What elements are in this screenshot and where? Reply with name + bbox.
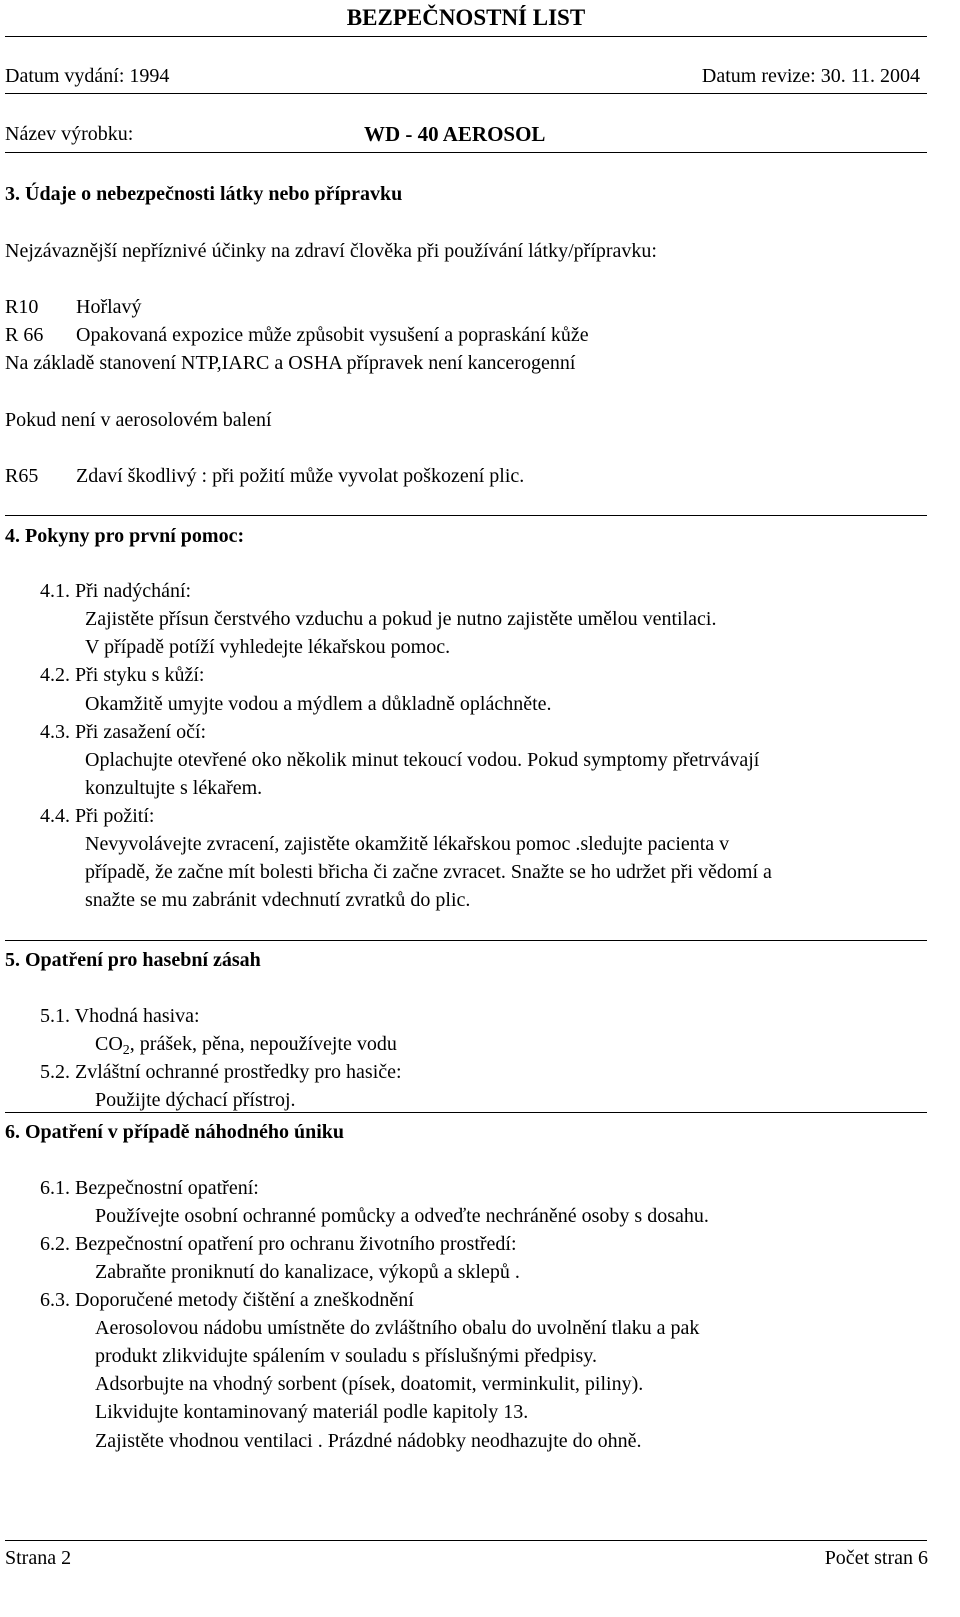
page-number: Strana 2 bbox=[5, 1547, 72, 1569]
s63-line-3: Adsorbujte na vhodný sorbent (písek, doatomit, verminkulit, piliny). bbox=[95, 1373, 644, 1395]
s41-line-2: V případě potíží vyhledejte lékařskou pomoc. bbox=[85, 636, 451, 658]
divider bbox=[5, 36, 927, 37]
s51-title: 5.1. Vhodná hasiva: bbox=[40, 1005, 200, 1027]
divider bbox=[5, 940, 927, 941]
r10-text: Hořlavý bbox=[76, 296, 142, 318]
r66-code: R 66 bbox=[5, 324, 44, 346]
s43-line-1: Oplachujte otevřené oko několik minut tekoucí vodou. Pokud symptomy přetrvávají bbox=[85, 749, 760, 771]
s42-title: 4.2. Při styku s kůží: bbox=[40, 664, 205, 686]
divider bbox=[5, 515, 927, 516]
product-name: WD - 40 AEROSOL bbox=[364, 122, 546, 146]
r10-code: R10 bbox=[5, 296, 39, 318]
page-count: Počet stran 6 bbox=[824, 1547, 928, 1569]
s52-line-1: Použijte dýchací přístroj. bbox=[95, 1089, 296, 1111]
s52-title: 5.2. Zvláštní ochranné prostředky pro hasiče: bbox=[40, 1061, 402, 1083]
r66-text: Opakovaná expozice může způsobit vysušení a popraskání kůže bbox=[76, 324, 589, 346]
s61-title: 6.1. Bezpečnostní opatření: bbox=[40, 1177, 259, 1199]
s61-line-1: Používejte osobní ochranné pomůcky a odveďte nechráněné osoby s dosahu. bbox=[95, 1205, 709, 1227]
s63-line-5: Zajistěte vhodnou ventilaci . Prázdné nádobky neodhazujte do ohně. bbox=[95, 1430, 642, 1452]
issue-date: Datum vydání: 1994 bbox=[5, 65, 170, 87]
footer-divider bbox=[5, 1540, 927, 1541]
section-3-intro: Nejzávaznější nepříznivé účinky na zdraví člověka při používání látky/přípravku: bbox=[5, 240, 657, 262]
r65-text: Zdaví škodlivý : při požití může vyvolat poškození plic. bbox=[76, 465, 525, 487]
document-title: BEZPEČNOSTNÍ LIST bbox=[346, 5, 586, 30]
r65-code: R65 bbox=[5, 465, 39, 487]
s43-title: 4.3. Při zasažení očí: bbox=[40, 721, 207, 743]
s62-line-1: Zabraňte proniknutí do kanalizace, výkopů a sklepů . bbox=[95, 1261, 520, 1283]
s41-line-1: Zajistěte přísun čerstvého vzduchu a pokud je nutno zajistěte umělou ventilaci. bbox=[85, 608, 717, 630]
s43-line-2: konzultujte s lékařem. bbox=[85, 777, 263, 799]
product-label: Název výrobku: bbox=[5, 123, 134, 145]
section-5-heading: 5. Opatření pro hasební zásah bbox=[5, 949, 261, 971]
revision-date: Datum revize: 30. 11. 2004 bbox=[701, 65, 920, 87]
divider bbox=[5, 93, 927, 94]
section-6-heading: 6. Opatření v případě náhodného úniku bbox=[5, 1121, 344, 1143]
s62-title: 6.2. Bezpečnostní opatření pro ochranu životního prostředí: bbox=[40, 1233, 517, 1255]
s63-title: 6.3. Doporučené metody čištění a zneškodnění bbox=[40, 1289, 414, 1311]
s51-line-1 bbox=[95, 1034, 397, 1058]
s44-title: 4.4. Při požití: bbox=[40, 805, 155, 827]
divider bbox=[5, 152, 927, 153]
co-text: CO bbox=[95, 1033, 123, 1055]
section-3-heading: 3. Údaje o nebezpečnosti látky nebo přípravku bbox=[5, 183, 403, 205]
section-4-heading: 4. Pokyny pro první pomoc: bbox=[5, 525, 245, 547]
ntp-statement: Na základě stanovení NTP,IARC a OSHA přípravek není kancerogenní bbox=[5, 352, 576, 374]
extinguisher-list: , prášek, pěna, nepoužívejte vodu bbox=[129, 1033, 397, 1055]
s44-line-2: případě, že začne mít bolesti břicha či začne zvracet. Snažte se ho udržet při vědomí a bbox=[85, 861, 772, 883]
s63-line-2: produkt zlikvidujte spálením v souladu s příslušnými předpisy. bbox=[95, 1345, 597, 1367]
s63-line-1: Aerosolovou nádobu umístněte do zvláštního obalu do uvolnění tlaku a pak bbox=[95, 1317, 700, 1339]
aerosol-statement: Pokud není v aerosolovém balení bbox=[5, 409, 272, 431]
s41-title: 4.1. Při nadýchání: bbox=[40, 580, 192, 602]
s63-line-4: Likvidujte kontaminovaný materiál podle kapitoly 13. bbox=[95, 1401, 529, 1423]
co-subscript: 2 bbox=[122, 1043, 130, 1058]
s44-line-3: snažte se mu zabránit vdechnutí zvratků do plic. bbox=[85, 889, 471, 911]
s44-line-1: Nevyvolávejte zvracení, zajistěte okamžitě lékařskou pomoc .sledujte pacienta v bbox=[85, 833, 730, 855]
s42-line-1: Okamžitě umyjte vodou a mýdlem a důkladně opláchněte. bbox=[85, 693, 552, 715]
divider bbox=[5, 1112, 927, 1113]
